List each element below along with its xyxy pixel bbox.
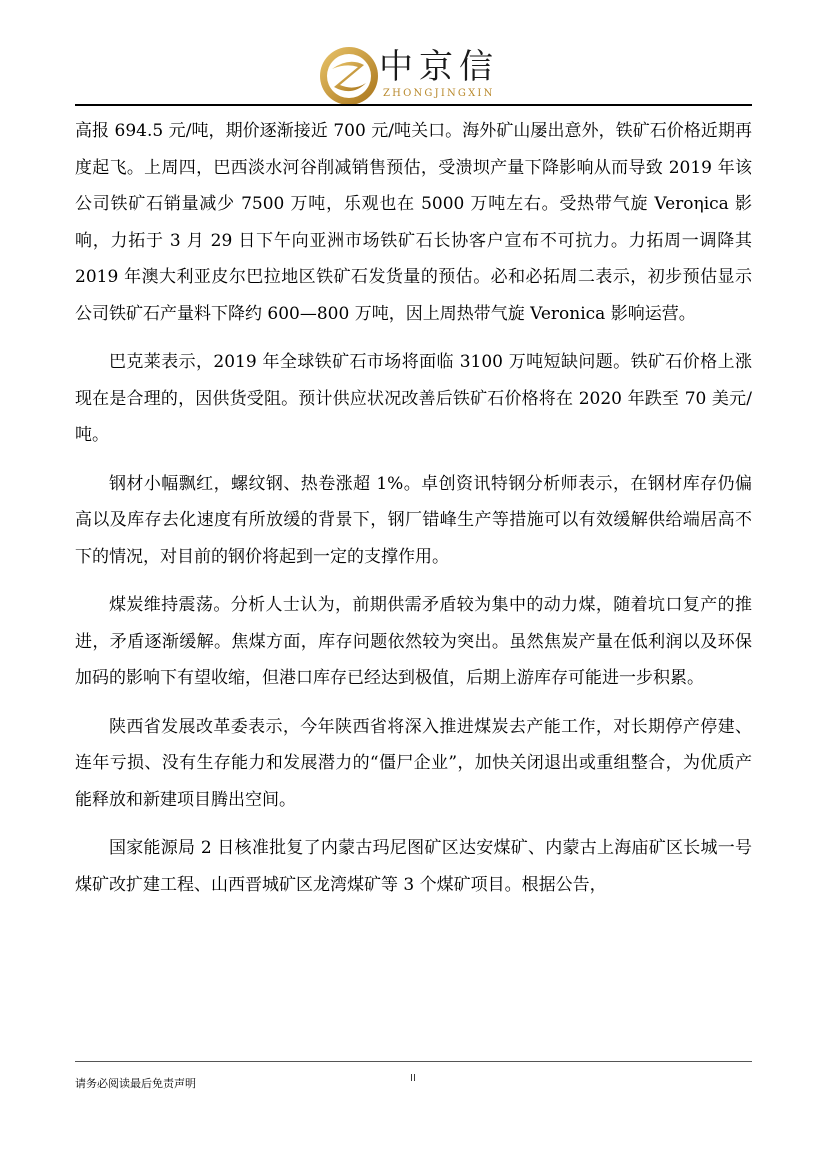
paragraph: 高报 694.5 元/吨，期价逐渐接近 700 元/吨关口。海外矿山屡出意外，铁矿石价格近期再度起飞。上周四，巴西淡水河谷削减销售预估，受溃坝产量下降影响从而导致 2019 年该公司铁矿石销量减少 7500 万吨，乐观也在 5000 万吨左右。受热带气旋 Veroηica 影响，力拓于 3 月 29 日下午向亚洲市场铁矿石长协客户宣布不可抗力。力拓周一调降其 2019 年澳大利亚皮尔巴拉地区铁矿石发货量的预估。必和必拓周二表示，初步预估显示公司铁矿石产量料下降约 600—800 万吨，因上周热带气旋 Veronica 影响运营。 — [75, 121, 752, 324]
logo-icon — [318, 45, 380, 107]
paragraph: 钢材小幅飘红，螺纹钢、热卷涨超 1%。卓创资讯特钢分析师表示，在钢材库存仍偏高以及库存去化速度有所放缓的背景下，钢厂错峰生产等措施可以有效缓解供给端居高不下的情况，对目前的钢价将起到一定的支撑作用。 — [75, 473, 752, 567]
footer-divider — [75, 1061, 752, 1062]
header-divider — [75, 104, 752, 106]
disclaimer-note: 请务必阅读最后免责声明 — [75, 1077, 196, 1090]
paragraph: 陕西省发展改革委表示，今年陕西省将深入推进煤炭去产能工作，对长期停产停建、连年亏损、没有生存能力和发展潜力的“僵尸企业”，加快关闭退出或重组整合，为优质产能释放和新建项目腾出空间。 — [75, 716, 752, 810]
brand-name-cn: 中京信 — [379, 47, 499, 87]
brand-name-en: ZHONGJINGXIN — [383, 88, 495, 99]
paragraph: 巴克莱表示，2019 年全球铁矿石市场将面临 3100 万吨短缺问题。铁矿石价格上涨现在是合理的，因供货受阻。预计供应状况改善后铁矿石价格将在 2020 年跌至 70 美元/吨。 — [75, 352, 752, 445]
page-number: II — [410, 1073, 416, 1084]
document-body — [75, 113, 752, 903]
paragraph: 煤炭维持震荡。分析人士认为，前期供需矛盾较为集中的动力煤，随着坑口复产的推进，矛盾逐渐缓解。焦煤方面，库存问题依然较为突出。虽然焦炭产量在低利润以及环保加码的影响下有望收缩，但港口库存已经达到极值，后期上游库存可能进一步积累。 — [75, 595, 752, 688]
paragraph: 国家能源局 2 日核准批复了内蒙古玛尼图矿区达安煤矿、内蒙古上海庙矿区长城一号煤矿改扩建工程、山西晋城矿区龙湾煤矿等 3 个煤矿项目。根据公告， — [75, 838, 752, 895]
